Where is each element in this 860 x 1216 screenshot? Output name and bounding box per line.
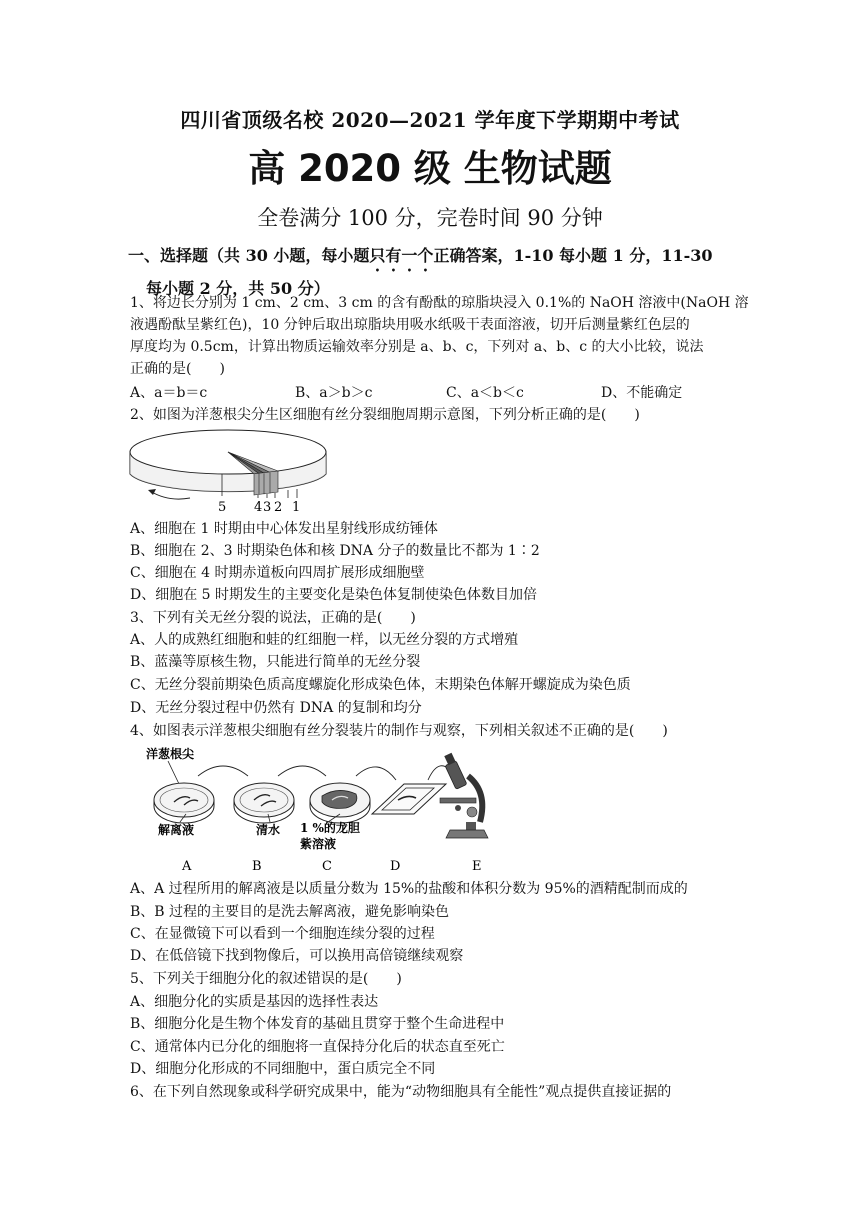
- q2-option-a: A、细胞在 1 时期由中心体发出星射线形成纺锤体: [130, 521, 438, 537]
- q1-option-a: A、a＝b＝c: [130, 385, 208, 401]
- step-letter-a: A: [182, 859, 192, 874]
- main-title: 高 2020 级 生物试题: [248, 147, 612, 190]
- q5-option-a: A、细胞分化的实质是基因的选择性表达: [130, 994, 379, 1010]
- q3-option-b: B、蓝藻等原核生物，只能进行简单的无丝分裂: [130, 654, 421, 670]
- q3-option-c: C、无丝分裂前期染色质高度螺旋化形成染色体，末期染色体解开螺旋成为染色质: [130, 677, 631, 693]
- q1-line-2: 液遇酚酞呈紫红色)，10 分钟后取出琼脂块用吸水纸吸干表面溶液，切开后测量紫红色层的: [130, 317, 690, 333]
- step-letter-e: E: [472, 859, 482, 874]
- dish-b: [234, 783, 294, 823]
- school-title: 四川省顶级名校 2020—2021 学年度下学期期中考试: [180, 108, 680, 132]
- q2-option-c: C、细胞在 4 时期赤道板向四周扩展形成细胞壁: [130, 565, 425, 581]
- q2-option-b: B、细胞在 2、3 时期染色体和核 DNA 分子的数量比不都为 1∶2: [130, 543, 540, 559]
- q5-stem: 5、下列关于细胞分化的叙述错误的是( ): [130, 971, 402, 987]
- pie-label-4: 4: [254, 500, 263, 515]
- slide-d: [372, 784, 446, 814]
- q1-line-4: 正确的是( ): [130, 361, 225, 377]
- section-title-part1: 一、选择题（共 30 小题，每小题: [128, 246, 370, 265]
- microscope-e: [440, 753, 488, 838]
- fig-label-water: 清水: [256, 823, 281, 837]
- slide-preparation-figure: [128, 742, 508, 874]
- q1-line-1: 1、将边长分别为 1 cm、2 cm、3 cm 的含有酚酞的琼脂块浸入 0.1%的 NaOH 溶液中(NaOH 溶: [130, 295, 749, 311]
- fig-label-stain-line2: 紫溶液: [300, 837, 337, 851]
- q3-stem: 3、下列有关无丝分裂的说法，正确的是( ): [130, 610, 416, 626]
- q1-line-3: 厚度均为 0.5cm，计算出物质运输效率分别是 a、b、c，下列对 a、b、c 的大小比较，说法: [130, 339, 704, 355]
- step-letter-d: D: [390, 859, 401, 874]
- q4-option-c: C、在显微镜下可以看到一个细胞连续分裂的过程: [130, 926, 435, 942]
- q5-option-c: C、通常体内已分化的细胞将一直保持分化后的状态直至死亡: [130, 1039, 505, 1055]
- fig-label-dissociation: 解离液: [158, 823, 195, 837]
- pie-label-1: 1: [292, 500, 301, 515]
- pie-label-5: 5: [218, 500, 227, 515]
- q4-option-a: A、A 过程所用的解离液是以质量分数为 15%的盐酸和体积分数为 95%的酒精配制而成的: [130, 881, 688, 897]
- q3-option-d: D、无丝分裂过程中仍然有 DNA 的复制和均分: [130, 700, 422, 716]
- q5-option-b: B、细胞分化是生物个体发育的基础且贯穿于整个生命进程中: [130, 1016, 505, 1032]
- q4-option-b: B、B 过程的主要目的是洗去解离液，避免影响染色: [130, 904, 450, 920]
- q2-option-d: D、细胞在 5 时期发生的主要变化是染色体复制使染色体数目加倍: [130, 587, 538, 603]
- fig-label-stain-line1: 1 %的龙胆: [300, 821, 360, 835]
- pie-label-3: 3: [263, 500, 272, 515]
- step-letter-c: C: [322, 859, 332, 874]
- section-title-emph: 只有一个: [369, 246, 434, 265]
- q1-option-d: D、不能确定: [601, 385, 683, 401]
- q4-stem: 4、如图表示洋葱根尖细胞有丝分裂装片的制作与观察，下列相关叙述不正确的是( ): [130, 723, 668, 739]
- q1-option-b: B、a＞b＞c: [295, 385, 373, 401]
- fig-label-onion-root-tip: 洋葱根尖: [146, 747, 195, 761]
- pie-label-2: 2: [274, 500, 283, 515]
- q4-option-d: D、在低倍镜下找到物像后，可以换用高倍镜继续观察: [130, 948, 464, 964]
- q1-option-c: C、a＜b＜c: [446, 385, 524, 401]
- q3-option-a: A、人的成熟红细胞和蛙的红细胞一样，以无丝分裂的方式增殖: [130, 632, 519, 648]
- q6-stem: 6、在下列自然现象或科学研究成果中，能为“动物细胞具有全能性”观点提供直接证据的: [130, 1084, 672, 1100]
- sub-title: 全卷满分 100 分，完卷时间 90 分钟: [257, 206, 603, 230]
- q5-option-d: D、细胞分化形成的不同细胞中，蛋白质完全不同: [130, 1061, 436, 1077]
- q2-stem: 2、如图为洋葱根尖分生区细胞有丝分裂细胞周期示意图，下列分析正确的是( ): [130, 407, 640, 423]
- step-letter-b: B: [252, 859, 262, 874]
- dish-c: [310, 783, 370, 823]
- section-title-line2: 每小题 2 分，共 50 分）: [146, 279, 330, 298]
- cell-cycle-pie-figure: [128, 428, 328, 520]
- section-title-part2: 正确答案，1-10 每小题 1 分，11-30: [433, 246, 713, 265]
